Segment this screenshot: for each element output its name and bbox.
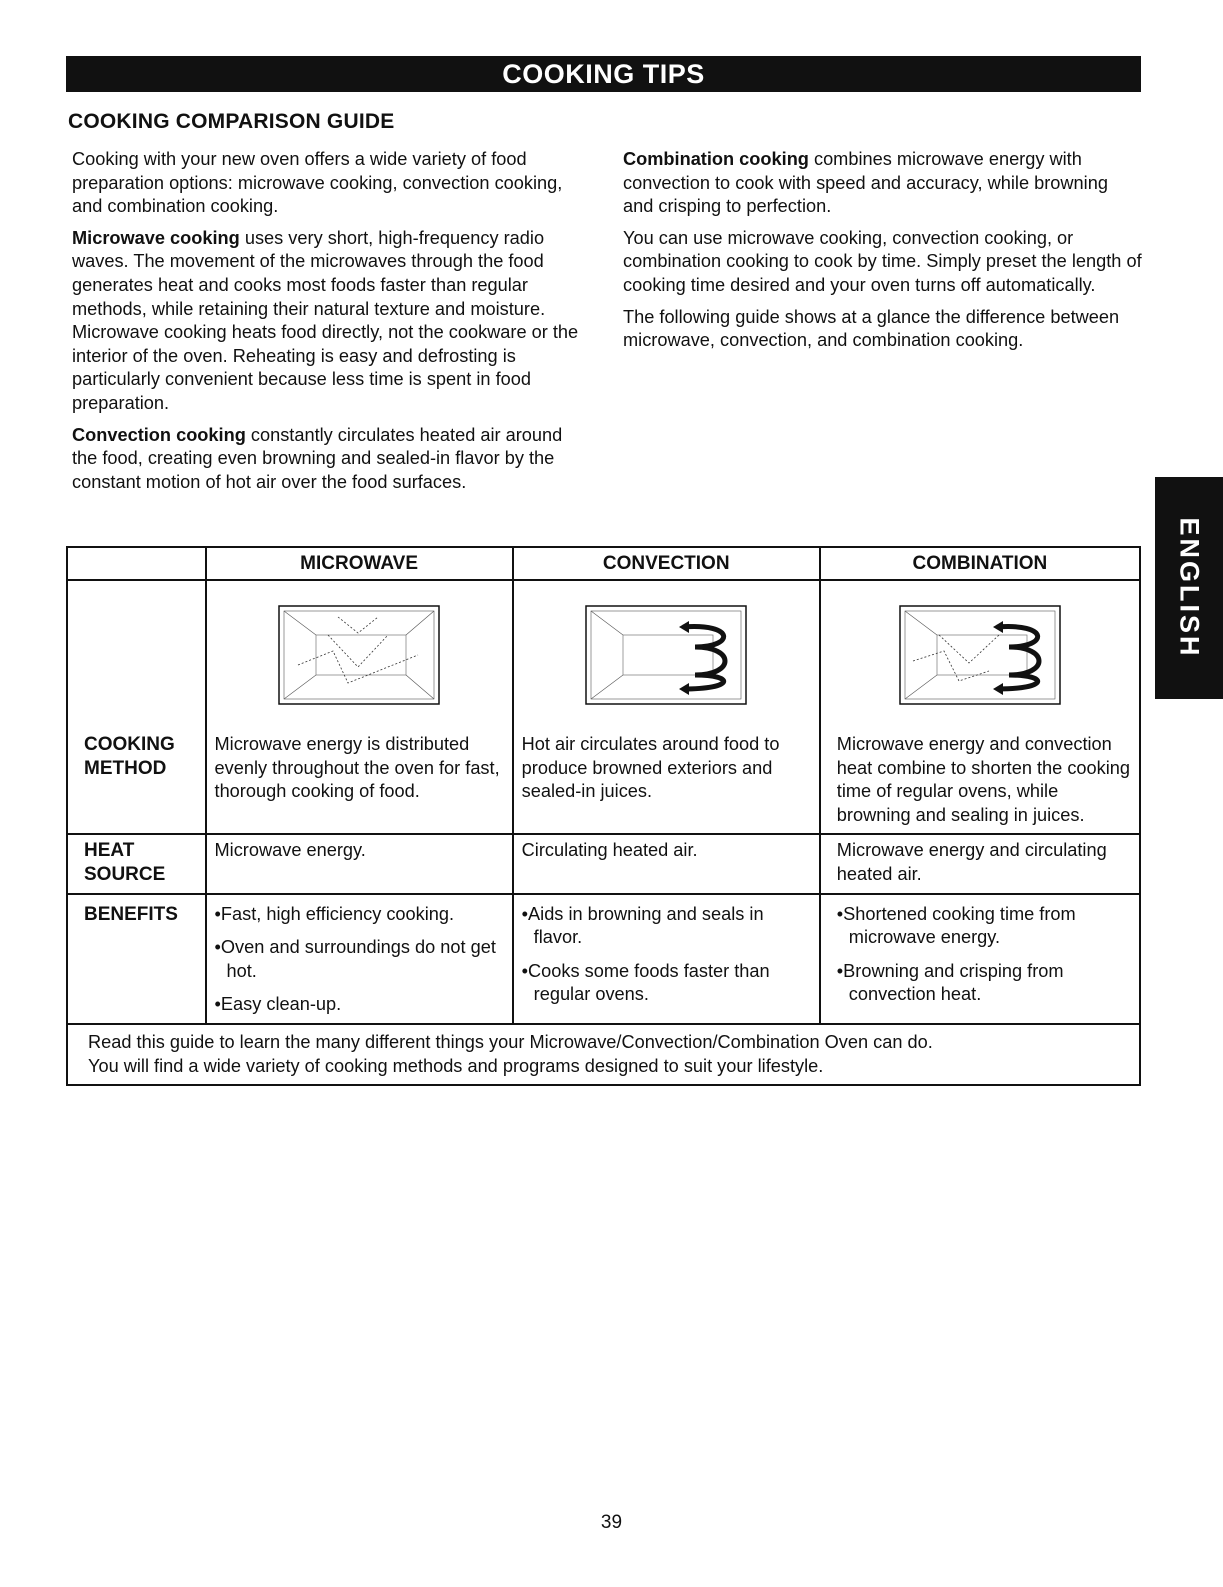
intro-right-column	[623, 148, 1143, 361]
method-combination: Microwave energy and convection heat combine to shorten the cooking time of regular ovens, while browning and sealing in juices.	[820, 729, 1140, 834]
microwave-oven-icon	[278, 605, 440, 705]
table-header-row	[67, 547, 1140, 580]
footer-line: Read this guide to learn the many different things your Microwave/Convection/Combination Oven can do.	[88, 1031, 933, 1052]
microwave-paragraph	[72, 227, 592, 416]
row-label-benefits: BENEFITS	[67, 894, 206, 1024]
benefits-combination	[820, 894, 1140, 1024]
combination-paragraph	[623, 148, 1143, 219]
term-convection: Convection cooking	[72, 424, 246, 445]
row-label-line: COOKING	[84, 734, 175, 755]
benefit-item: •Easy clean-up.	[214, 994, 342, 1015]
term-combination: Combination cooking	[623, 149, 809, 169]
microwave-text: uses very short, high-frequency radio waves. The movement of the microwaves through the food generates heat and cooks most foods faster than regular methods, while retaining their natural texture and moisture. Microwave cooking heats food directly, not the cookware or the interior of the oven. Reheating is easy and defrosting is particularly convenient because less time is spent in food preparation.	[72, 227, 579, 413]
table-row-benefits	[67, 894, 1140, 1024]
page-banner: COOKING TIPS	[66, 56, 1141, 92]
convection-illustration-cell	[513, 580, 820, 729]
table-row-method	[67, 729, 1140, 834]
microwave-illustration-cell	[206, 580, 513, 729]
heat-convection: Circulating heated air.	[513, 834, 820, 893]
intro-paragraph: Cooking with your new oven offers a wide variety of food preparation options: microwave cooking, convection cooking, and combination cooking.	[72, 149, 563, 217]
benefit-item: •Browning and crisping from convection heat.	[836, 960, 1064, 1005]
benefit-item: •Oven and surroundings do not get hot.	[214, 937, 496, 981]
row-label-line: SOURCE	[84, 863, 166, 885]
benefit-item: •Fast, high efficiency cooking.	[214, 903, 455, 924]
comparison-table	[66, 546, 1141, 1086]
page-number: 39	[600, 1512, 623, 1533]
combination-text: combines microwave energy with convection to cook with speed and accuracy, while browning and crisping to perfection.	[623, 149, 1108, 217]
benefits-convection	[513, 894, 820, 1024]
benefit-item: •Shortened cooking time from microwave energy.	[836, 903, 1076, 948]
convection-paragraph	[72, 424, 592, 495]
term-microwave: Microwave cooking	[72, 227, 240, 248]
intro-left-column	[72, 148, 592, 502]
benefits-microwave	[206, 894, 513, 1024]
header-label: CONVECTION	[602, 552, 730, 574]
header-convection	[513, 547, 820, 580]
time-paragraph: You can use microwave cooking, convection cooking, or combination cooking to cook by time. Simply preset the length of cooking time desired and your oven turns off automatically.	[623, 227, 1142, 295]
empty-header-cell	[67, 547, 206, 580]
header-label: COMBINATION	[912, 552, 1048, 574]
language-label: ENGLISH	[1174, 517, 1205, 659]
convection-oven-icon	[585, 605, 747, 705]
combination-oven-icon	[899, 605, 1061, 705]
benefit-item: •Aids in browning and seals in flavor.	[521, 903, 764, 948]
illustration-row	[67, 580, 1140, 729]
table-footer-note	[67, 1024, 1140, 1085]
combination-illustration-cell	[820, 580, 1140, 729]
method-convection: Hot air circulates around food to produce browned exteriors and sealed-in juices.	[513, 729, 820, 834]
method-microwave: Microwave energy is distributed evenly throughout the oven for fast, thorough cooking of food.	[206, 729, 513, 834]
footer-line: You will find a wide variety of cooking methods and programs designed to suit your lifestyle.	[88, 1055, 824, 1076]
row-label-heat	[67, 834, 206, 893]
heat-microwave: Microwave energy.	[206, 834, 513, 893]
row-label-line: METHOD	[84, 757, 167, 779]
section-title: COOKING COMPARISON GUIDE	[68, 110, 395, 133]
benefit-item: •Cooks some foods faster than regular ovens.	[521, 960, 770, 1005]
row-label-line: HEAT	[84, 840, 135, 862]
header-microwave	[206, 547, 513, 580]
table-row-heat	[67, 834, 1140, 893]
convection-text: constantly circulates heated air around the food, creating even browning and sealed-in flavor by the constant motion of hot air over the food surfaces.	[72, 424, 563, 492]
guide-paragraph: The following guide shows at a glance the difference between microwave, convection, and combination cooking.	[623, 306, 1120, 351]
row-label-method	[67, 729, 206, 834]
header-label: MICROWAVE	[300, 552, 419, 574]
heat-combination: Microwave energy and circulating heated air.	[820, 834, 1140, 893]
table-footer-row	[67, 1024, 1140, 1085]
empty-cell	[67, 580, 206, 729]
header-combination	[820, 547, 1140, 580]
language-side-tab	[1155, 477, 1223, 699]
